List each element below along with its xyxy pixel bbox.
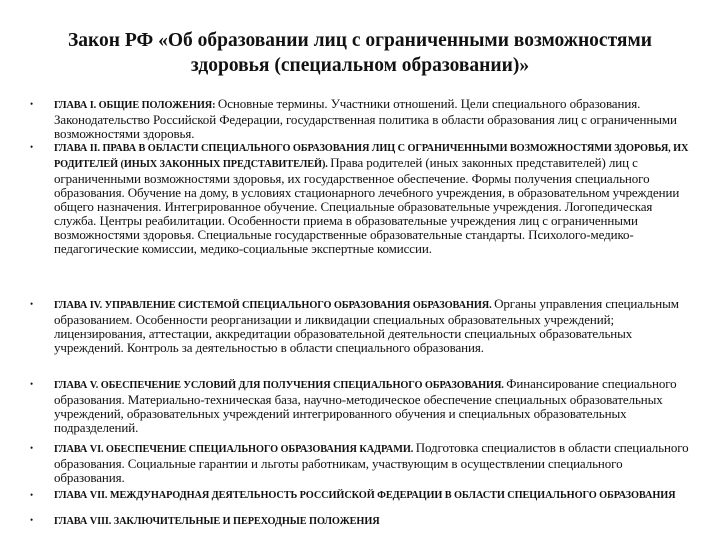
chapter-item [30, 440, 694, 485]
chapter-text: Финансирование специального образования. Материально-техническая база, научно-методическое обеспечение специальных образовательных учреждений, образовательных учреждений интегрированного обучения и специальных образовательных подразделений. [54, 376, 677, 435]
bullet-icon: • [30, 299, 34, 309]
chapter-text: Органы управления специальным образованием. Особенности реорганизации и ликвидации специальных образовательных учреждений; лицензирования, аттестации, аккредитации образовательной деятельности специальных образовательных учреждений. Контроль за деятельностью в области специального образования. [54, 296, 679, 355]
chapter-heading: ГЛАВА VIII. ЗАКЛЮЧИТЕЛЬНЫЕ И ПЕРЕХОДНЫЕ ПОЛОЖЕНИЯ [54, 516, 380, 527]
chapter-item [30, 376, 694, 435]
bullet-icon: • [30, 379, 34, 389]
chapter-text: Подготовка специалистов в области специального образования. Социальные гарантии и льготы работникам, участвующим в осуществлении специального образования. [54, 440, 689, 485]
chapter-item [30, 140, 694, 256]
bullet-icon: • [30, 515, 34, 525]
chapter-item [30, 296, 694, 355]
chapter-item [30, 513, 694, 529]
chapter-heading: ГЛАВА VII. МЕЖДУНАРОДНАЯ ДЕЯТЕЛЬНОСТЬ РОССИЙСКОЙ ФЕДЕРАЦИИ В ОБЛАСТИ СПЕЦИАЛЬНОГО ОБРАЗОВАНИЯ [54, 490, 676, 501]
slide-title: Закон РФ «Об образовании лиц с ограниченными возможностями здоровья (специальном образовании)» [68, 30, 652, 76]
chapter-heading: ГЛАВА IV. УПРАВЛЕНИЕ СИСТЕМОЙ СПЕЦИАЛЬНОГО ОБРАЗОВАНИЯ ОБРАЗОВАНИЯ. [54, 300, 495, 311]
bullet-icon: • [30, 443, 34, 453]
chapter-item [30, 96, 694, 141]
chapter-heading: ГЛАВА VI. ОБЕСПЕЧЕНИЕ СПЕЦИАЛЬНОГО ОБРАЗОВАНИЯ КАДРАМИ. [54, 444, 416, 455]
bullet-icon: • [30, 99, 34, 109]
chapter-heading: ГЛАВА V. ОБЕСПЕЧЕНИЕ УСЛОВИЙ ДЛЯ ПОЛУЧЕНИЯ СПЕЦИАЛЬНОГО ОБРАЗОВАНИЯ. [54, 380, 507, 391]
chapter-item [30, 488, 694, 501]
bullet-icon: • [30, 490, 34, 500]
chapter-text: Права родителей (иных законных представителей) лиц с ограниченными возможностями здоровья, их государственное обеспечение. Формы получения специального образования. Обучение на дому, в условиях стационарного лечебного учреждения, в образовательном учреждении общего назначения. Интегрированное обучение. Специальные образовательные учреждения. Логопедическая служба. Центры реабилитации. Особенности приема в образовательные учреждения лиц с ограниченными возможностями здоровья. Специальные государственные образовательные стандарты. Психолого-медико-педагогические комиссии, медико-социальные экспертные комиссии. [54, 155, 680, 256]
chapter-heading: ГЛАВА II. ПРАВА В ОБЛАСТИ СПЕЦИАЛЬНОГО ОБРАЗОВАНИЯ ЛИЦ С ОГРАНИЧЕННЫМИ ВОЗМОЖНОСТЯМИ ЗДОРОВЬЯ, ИХ РОДИТЕЛЕЙ (ИНЫХ ЗАКОННЫХ ПРЕДСТАВИТЕЛЕЙ). [54, 143, 689, 170]
chapter-heading: ГЛАВА I. ОБЩИЕ ПОЛОЖЕНИЯ: [54, 100, 218, 111]
bullet-icon: • [30, 142, 34, 152]
chapter-text: Основные термины. Участники отношений. Цели специального образования. Законодательство Российской Федерации, государственная политика в области образования лиц с ограниченными возможностями здоровья. [54, 96, 677, 141]
